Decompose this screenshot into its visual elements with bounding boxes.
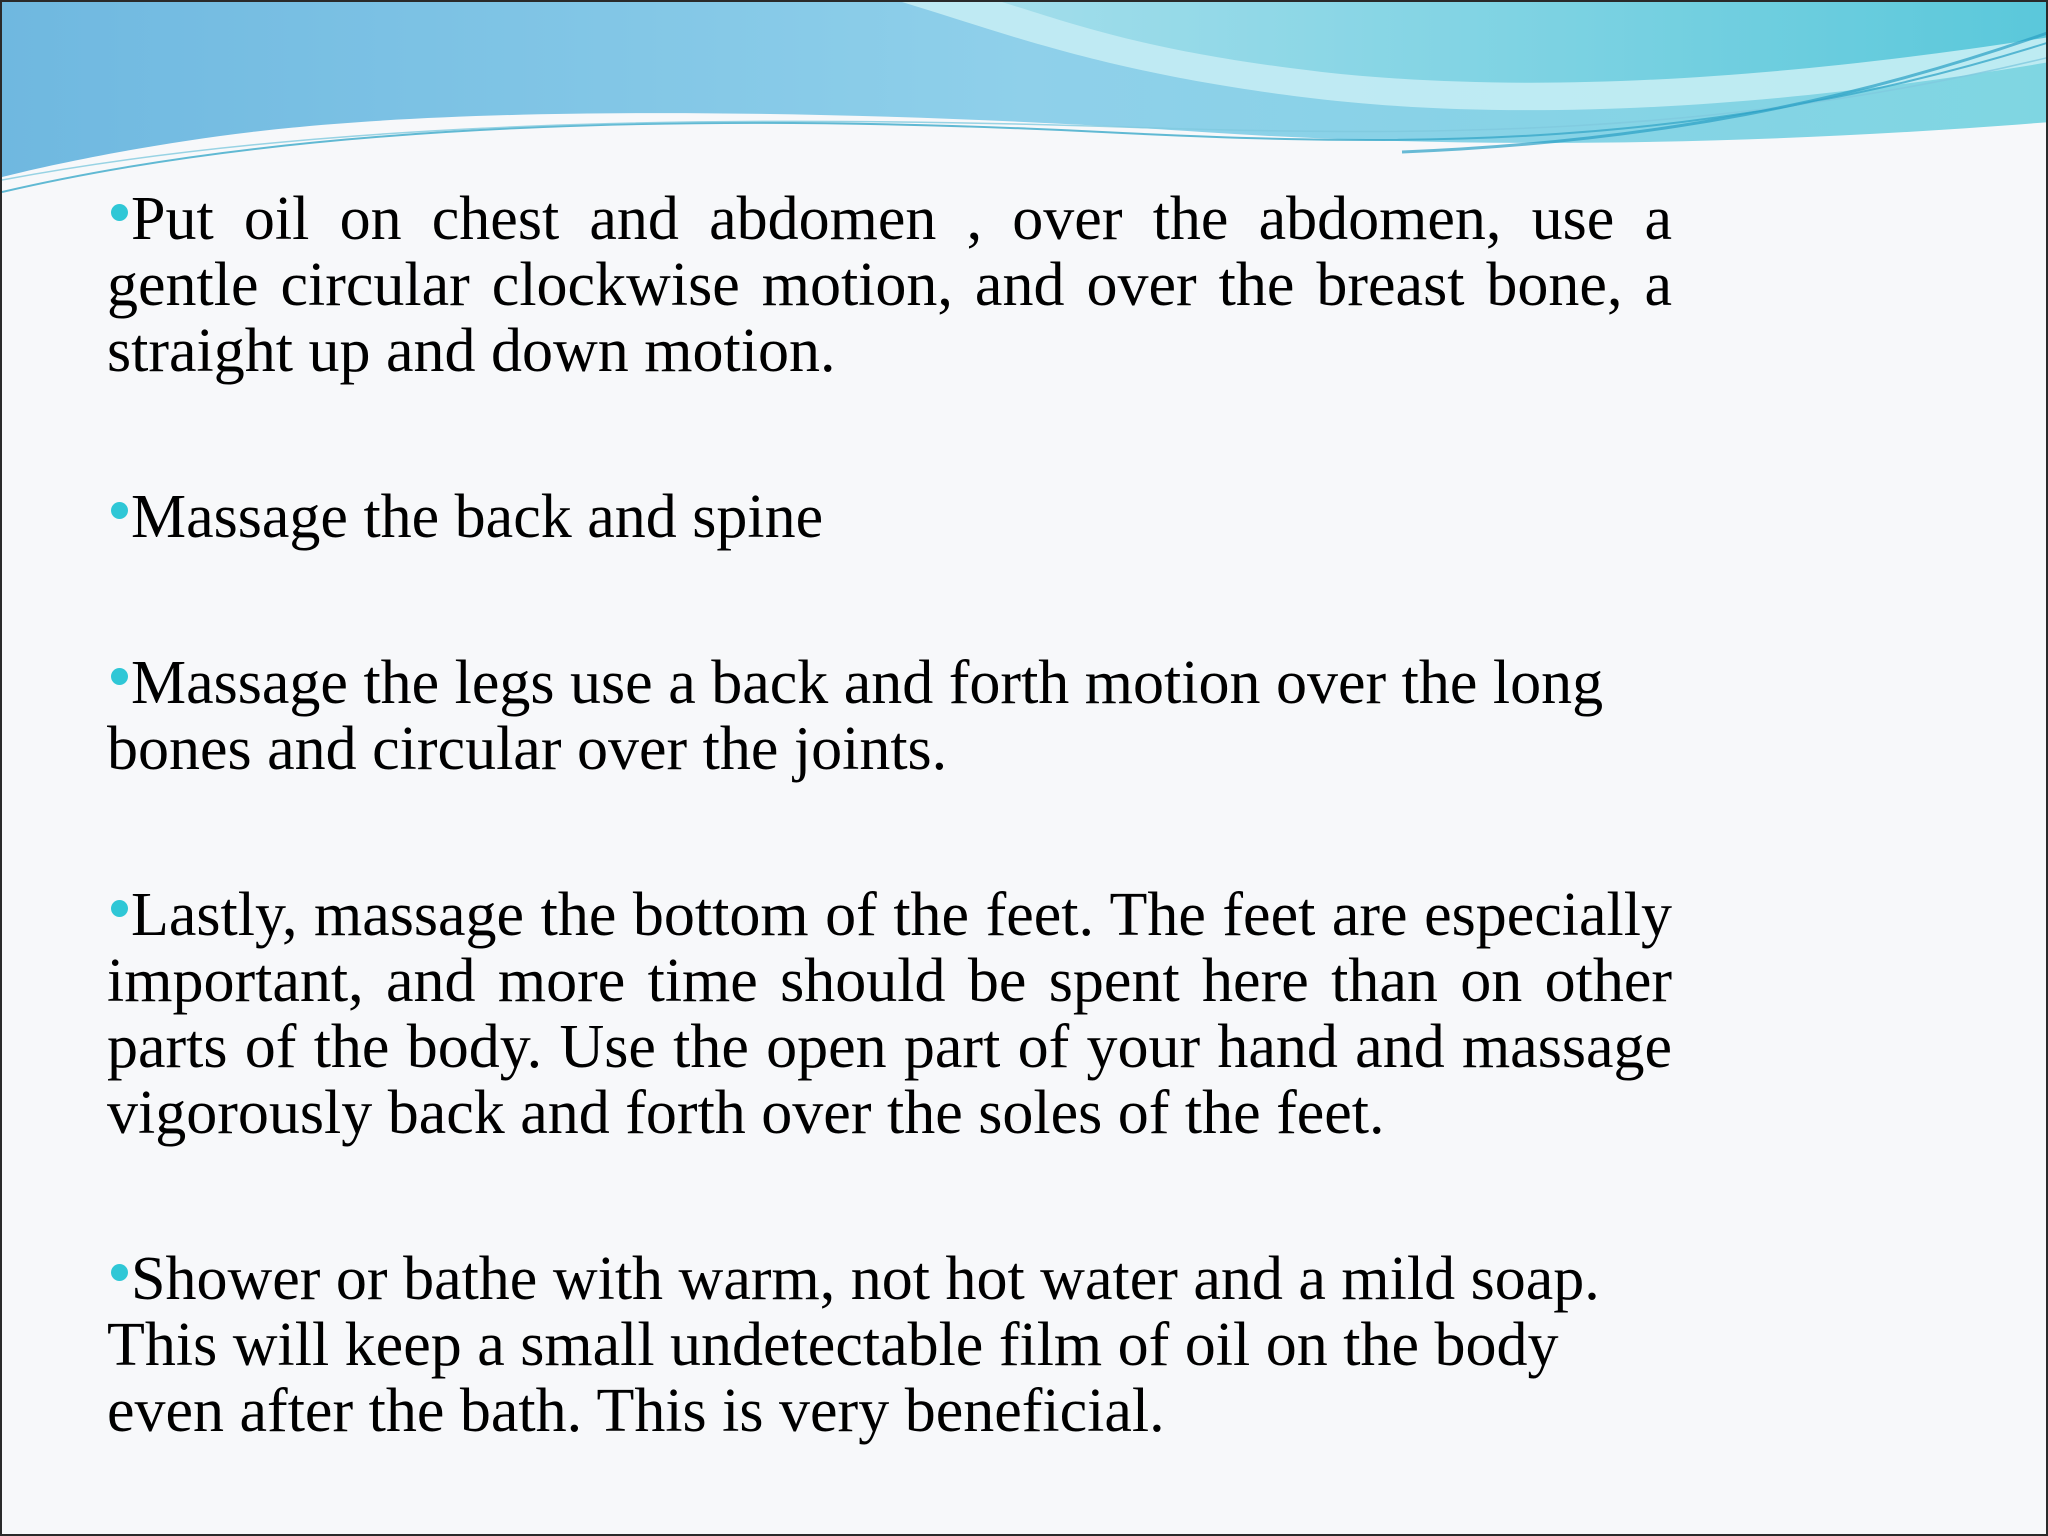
bullet-text: Lastly, massage the bottom of the feet. The feet are especially important, and more time should be spent here than on other parts of the body. Use the open part of your hand and massage vigorously back and forth over the soles of the feet. <box>107 881 1672 1147</box>
bullet-item <box>107 186 1672 384</box>
bullet-dot-icon <box>111 502 128 519</box>
bullet-text: Massage the back and spine <box>131 483 824 551</box>
bullet-item <box>107 1246 1627 1444</box>
bullet-text: Put oil on chest and abdomen , over the abdomen, use a gentle circular clockwise motion, and over the breast bone, a straight up and down motion. <box>107 185 1672 385</box>
bullet-item <box>107 882 1672 1146</box>
bullet-dot-icon <box>111 1264 128 1281</box>
bullet-item <box>107 484 1672 550</box>
bullet-list <box>107 186 1672 1444</box>
bullet-dot-icon <box>111 668 128 685</box>
bullet-item <box>107 650 1637 782</box>
bullet-text: Massage the legs use a back and forth motion over the long bones and circular over the joints. <box>107 649 1604 783</box>
bullet-text: Shower or bathe with warm, not hot water and a mild soap. This will keep a small undetectable film of oil on the body even after the bath. This is very beneficial. <box>107 1245 1600 1445</box>
bullet-dot-icon <box>111 204 128 221</box>
bullet-dot-icon <box>111 900 128 917</box>
